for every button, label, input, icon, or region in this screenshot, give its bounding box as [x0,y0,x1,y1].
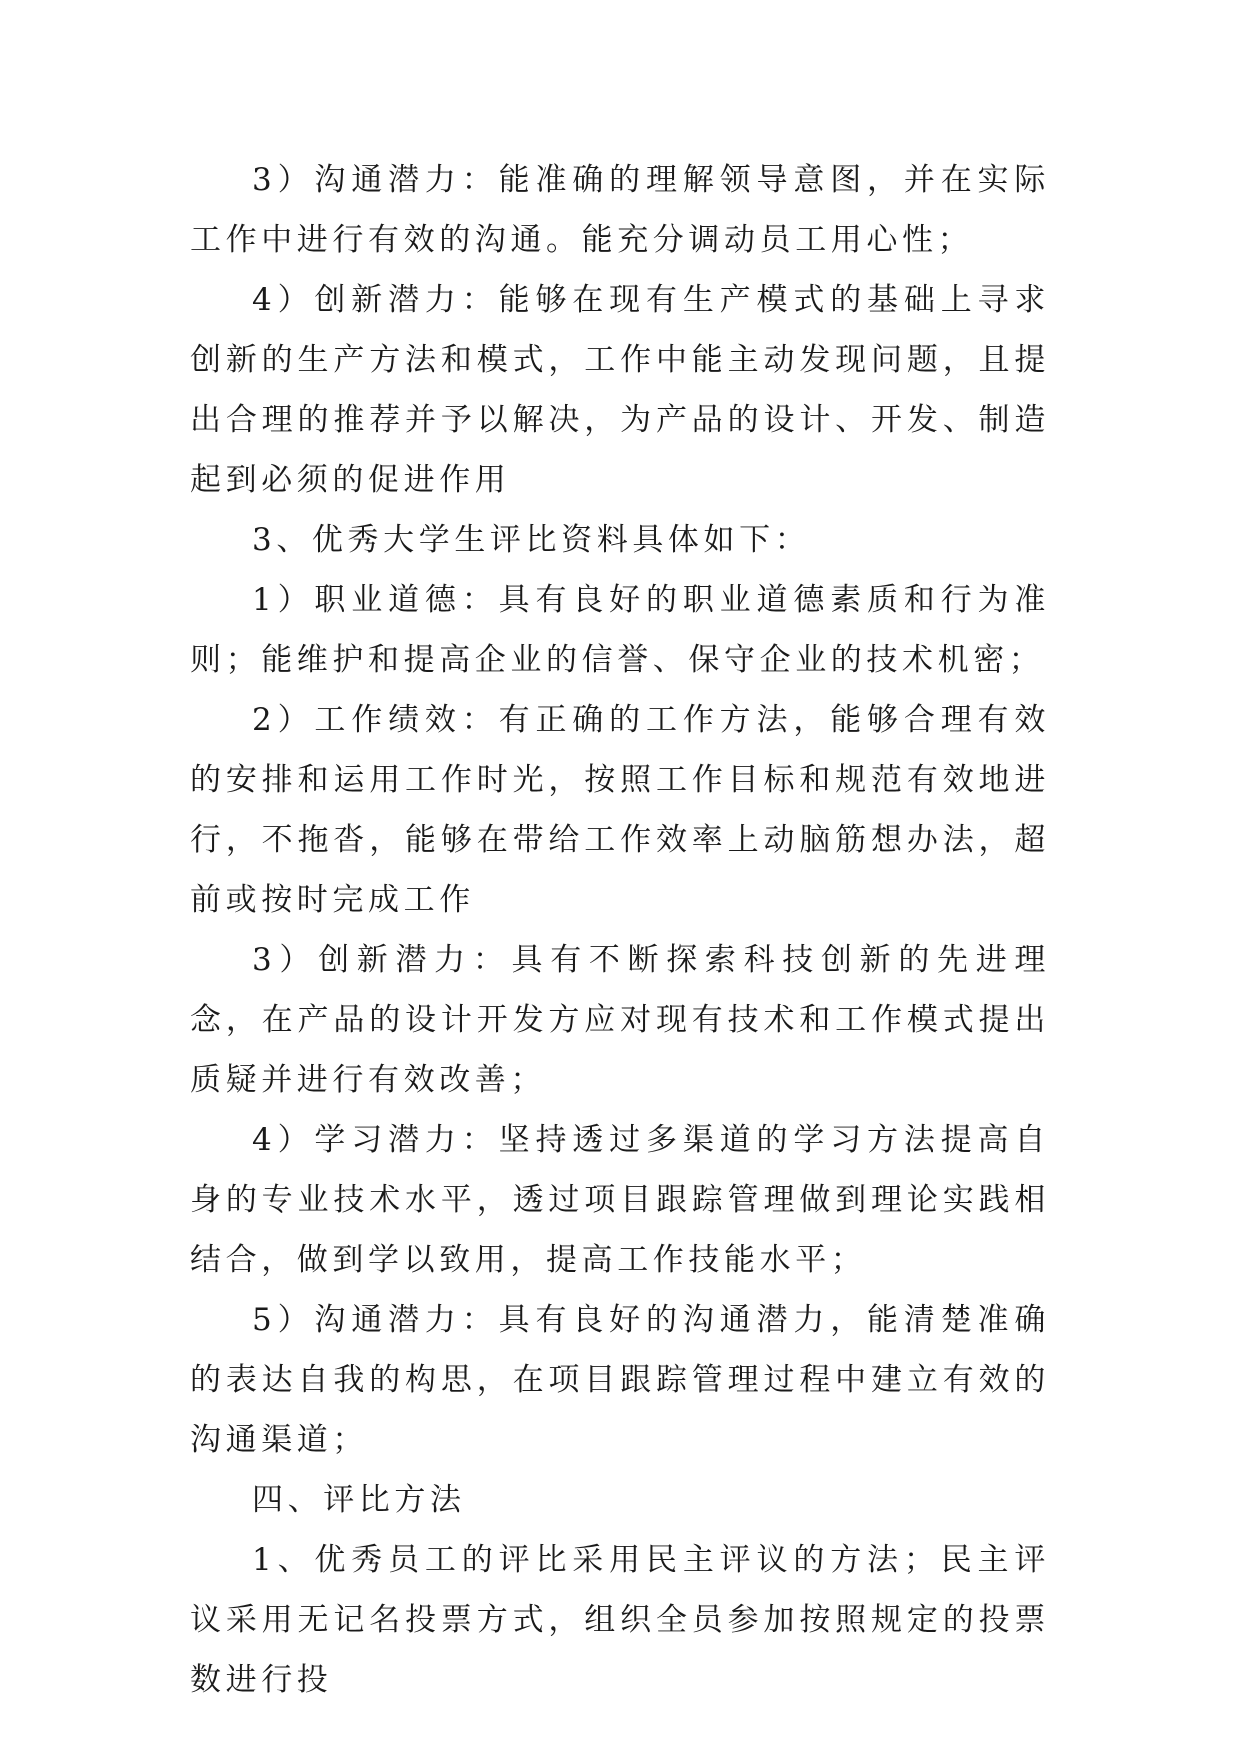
paragraph-work-performance: 2）工作绩效：有正确的工作方法，能够合理有效的安排和运用工作时光，按照工作目标和规范有效地进行，不拖沓，能够在带给工作效率上动脑筋想办法，超前或按时完成工作 [190,702,1050,918]
paragraph-graduate-criteria-heading: 3、优秀大学生评比资料具体如下： [252,522,811,558]
paragraph-graduate-innovation: 3）创新潜力：具有不断探索科技创新的先进理念，在产品的设计开发方应对现有技术和工作模式提出质疑并进行有效改善； [190,942,1050,1098]
paragraph-professional-ethics: 1）职业道德：具有良好的职业道德素质和行为准则；能维护和提高企业的信誉、保守企业的技术机密； [190,582,1050,678]
section-heading-evaluation-method: 四、评比方法 [252,1482,466,1518]
paragraph-evaluation-method: 1、优秀员工的评比采用民主评议的方法；民主评议采用无记名投票方式，组织全员参加按照规定的投票数进行投 [190,1542,1050,1698]
paragraph-learning-ability: 4）学习潜力：坚持透过多渠道的学习方法提高自身的专业技术水平，透过项目跟踪管理做到理论实践相结合，做到学以致用，提高工作技能水平； [190,1122,1050,1278]
document-body [190,150,1050,1710]
paragraph-communication-ability: 3）沟通潜力：能准确的理解领导意图，并在实际工作中进行有效的沟通。能充分调动员工用心性； [190,162,1050,258]
paragraph-innovation-ability: 4）创新潜力：能够在现有生产模式的基础上寻求创新的生产方法和模式，工作中能主动发现问题，且提出合理的推荐并予以解决，为产品的设计、开发、制造起到必须的促进作用 [190,282,1050,498]
paragraph-graduate-communication: 5）沟通潜力：具有良好的沟通潜力，能清楚准确的表达自我的构思，在项目跟踪管理过程中建立有效的沟通渠道； [190,1302,1050,1458]
